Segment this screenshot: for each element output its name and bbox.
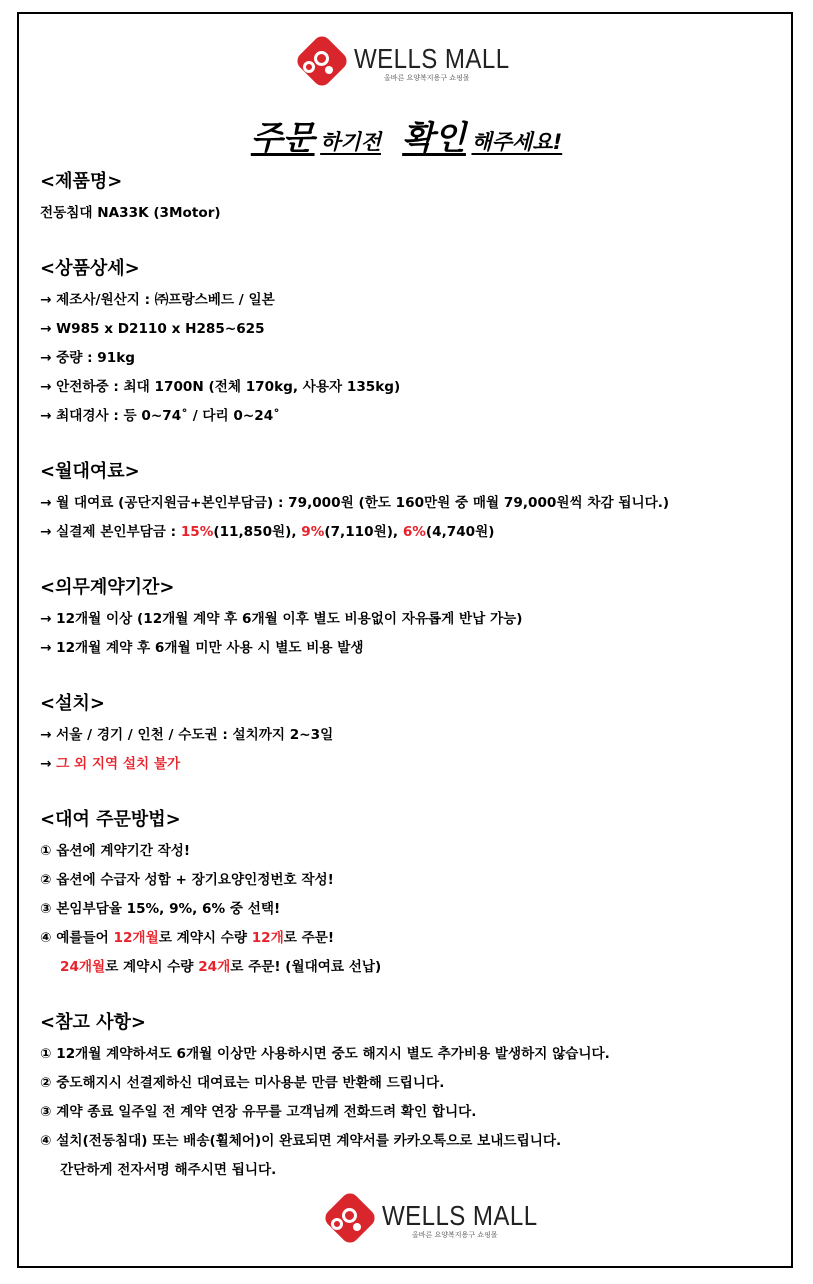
title-please: 해주세요! xyxy=(471,130,563,154)
section-heading-installation: <설치> xyxy=(40,693,105,714)
order-step: ② 옵션에 수급자 성함 + 장기요양인정번호 작성! xyxy=(40,872,334,888)
rental-fee-line: → 월 대여료 (공단지원금+본인부담금) : 79,000원 (한도 160만원 중 매월 79,000원씩 차감 됩니다.) xyxy=(40,495,670,511)
installation-unavailable-line: → 그 외 지역 설치 불가 xyxy=(40,756,181,772)
note-item-continuation: 간단하게 전자서명 해주시면 됩니다. xyxy=(60,1162,277,1178)
contract-item: → 12개월 계약 후 6개월 미만 사용 시 별도 비용 발생 xyxy=(40,640,364,656)
contract-item: → 12개월 이상 (12개월 계약 후 6개월 이후 별도 비용없이 자유롭게 반납 가능) xyxy=(40,611,523,627)
wells-mall-logo-top xyxy=(292,36,535,90)
section-heading-rental-fee: <월대여료> xyxy=(40,461,140,482)
note-item: ② 중도해지시 선결제하신 대여료는 미사용분 만큼 반환해 드립니다. xyxy=(40,1075,445,1091)
title-before: 하기전 xyxy=(320,130,381,154)
installation-unavailable-text: 그 외 지역 설치 불가 xyxy=(56,756,181,772)
detail-item: → 안전하중 : 최대 1700N (전체 170kg, 사용자 135kg) xyxy=(40,379,401,395)
note-item: ④ 설치(전동침대) 또는 배송(휠체어)이 완료되면 계약서를 카카오톡으로 보내드립니다. xyxy=(40,1133,562,1149)
wells-mall-logo-icon xyxy=(320,1193,380,1247)
installation-area-line: → 서울 / 경기 / 인천 / 수도권 : 설치까지 2~3일 xyxy=(40,727,334,743)
note-item: ① 12개월 계약하셔도 6개월 이상만 사용하시면 중도 해지시 별도 추가비용 발생하지 않습니다. xyxy=(40,1046,610,1062)
content xyxy=(40,165,780,1185)
note-item: ③ 계약 종료 일주일 전 계약 연장 유무를 고객님께 전화드려 확인 합니다. xyxy=(40,1104,477,1120)
brand-name: WELLS MALL xyxy=(354,42,510,74)
order-step: ③ 본임부담율 15%, 9%, 6% 중 선택! xyxy=(40,901,281,917)
wells-mall-logo-bottom xyxy=(320,1193,563,1247)
detail-item: → 중량 : 91kg xyxy=(40,350,135,366)
section-heading-contract-period: <의무계약기간> xyxy=(40,577,175,598)
section-heading-product-name: <제품명> xyxy=(40,171,123,192)
brand-tagline: 올바른 요양복지용구 쇼핑몰 xyxy=(412,1230,498,1239)
product-name-value: 전동침대 NA33K (3Motor) xyxy=(40,205,221,221)
detail-item: → W985 x D2110 x H285~625 xyxy=(40,321,265,337)
copay-line: → 실결제 본인부담금 : 15%(11,850원), 9%(7,110원), 6%(4,740원) xyxy=(40,524,495,540)
brand-name: WELLS MALL xyxy=(382,1199,538,1231)
brand-tagline: 올바른 요양복지용구 쇼핑몰 xyxy=(384,73,470,82)
title-confirm: 확인 xyxy=(402,118,466,157)
copay-rate: 6% xyxy=(402,524,426,540)
order-step: ④ 예를들어 12개월로 계약시 수량 12개로 주문! xyxy=(40,930,335,946)
order-step-example: 24개월로 계약시 수량 24개로 주문! (월대여료 선납) xyxy=(60,959,382,975)
order-step: ① 옵션에 계약기간 작성! xyxy=(40,843,191,859)
detail-item: → 최대경사 : 등 0~74˚ / 다리 0~24˚ xyxy=(40,408,280,424)
detail-item: → 제조사/원산지 : ㈜프랑스베드 / 일본 xyxy=(40,292,275,308)
copay-rate: 15% xyxy=(180,524,214,540)
wells-mall-logo-icon xyxy=(292,36,352,90)
title-order: 주문 xyxy=(250,118,315,157)
page-title xyxy=(0,112,813,159)
section-heading-details: <상품상세> xyxy=(40,258,140,279)
copay-rate: 9% xyxy=(301,524,325,540)
section-heading-order-method: <대여 주문방법> xyxy=(40,809,181,830)
section-heading-notes: <참고 사항> xyxy=(40,1012,146,1033)
